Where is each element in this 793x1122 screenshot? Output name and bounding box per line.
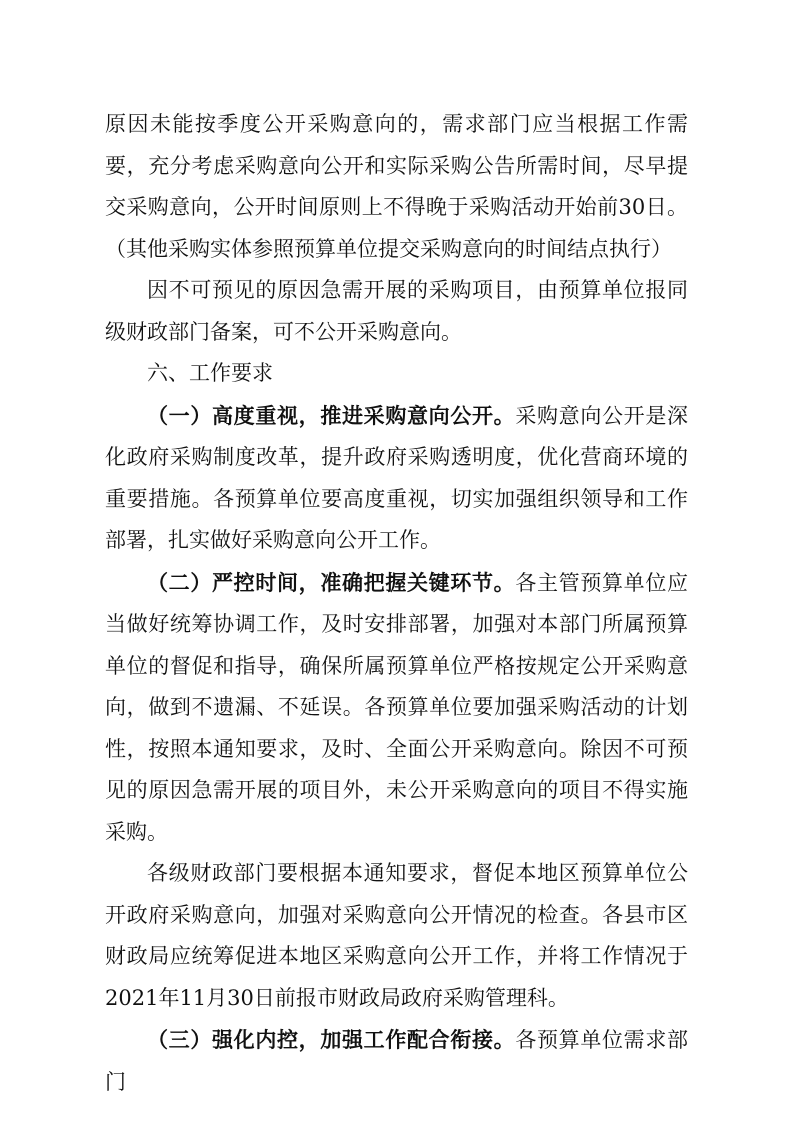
paragraph-continued: 原因未能按季度公开采购意向的，需求部门应当根据工作需要，充分考虑采购意向公开和实际采购公告所需时间，尽早提交采购意向，公开时间原则上不得晚于采购活动开始前30日。（其他采购实体参照预算单位提交采购意向的时间结点执行） — [105, 112, 688, 261]
requirement-3 — [105, 1019, 688, 1103]
requirement-2-body: 各主管预算单位应当做好统筹协调工作，及时安排部署，加强对本部门所属预算单位的督促和指导，确保所属预算单位严格按规定公开采购意向，做到不遗漏、不延误。各预算单位要加强采购活动的计划性，按照本通知要求，及时、全面公开采购意向。除因不可预见的原因急需开展的项目外，未公开采购意向的项目不得实施采购。 — [105, 570, 689, 844]
requirement-1 — [105, 395, 688, 562]
requirement-1-body: 采购意向公开是深化政府采购制度改革，提升政府采购透明度，优化营商环境的重要措施。各预算单位要高度重视，切实加强组织领导和工作部署，扎实做好采购意向公开工作。 — [105, 403, 689, 552]
paragraph-unforeseen-procurement: 因不可预见的原因急需开展的采购项目，由预算单位报同级财政部门备案，可不公开采购意向。 — [105, 278, 688, 344]
document-page — [105, 104, 688, 1103]
requirement-2-lead: （二）严控时间，准确把握关键环节。 — [147, 569, 516, 595]
section-heading: 六、工作要求 — [147, 361, 273, 385]
paragraph-finance-departments: 各级财政部门要根据本通知要求，督促本地区预算单位公开政府采购意向，加强对采购意向公开情况的检查。各县市区财政局应统筹促进本地区采购意向公开工作，并将工作情况于2021年11月30日前报市财政局政府采购管理科。 — [105, 861, 688, 1010]
requirement-1-lead: （一）高度重视，推进采购意向公开。 — [147, 402, 516, 428]
requirement-3-lead: （三）强化内控，加强工作配合衔接。 — [147, 1027, 516, 1052]
requirement-2 — [105, 562, 688, 854]
requirement-3-body: 各预算单位需求部门 — [105, 1028, 689, 1094]
